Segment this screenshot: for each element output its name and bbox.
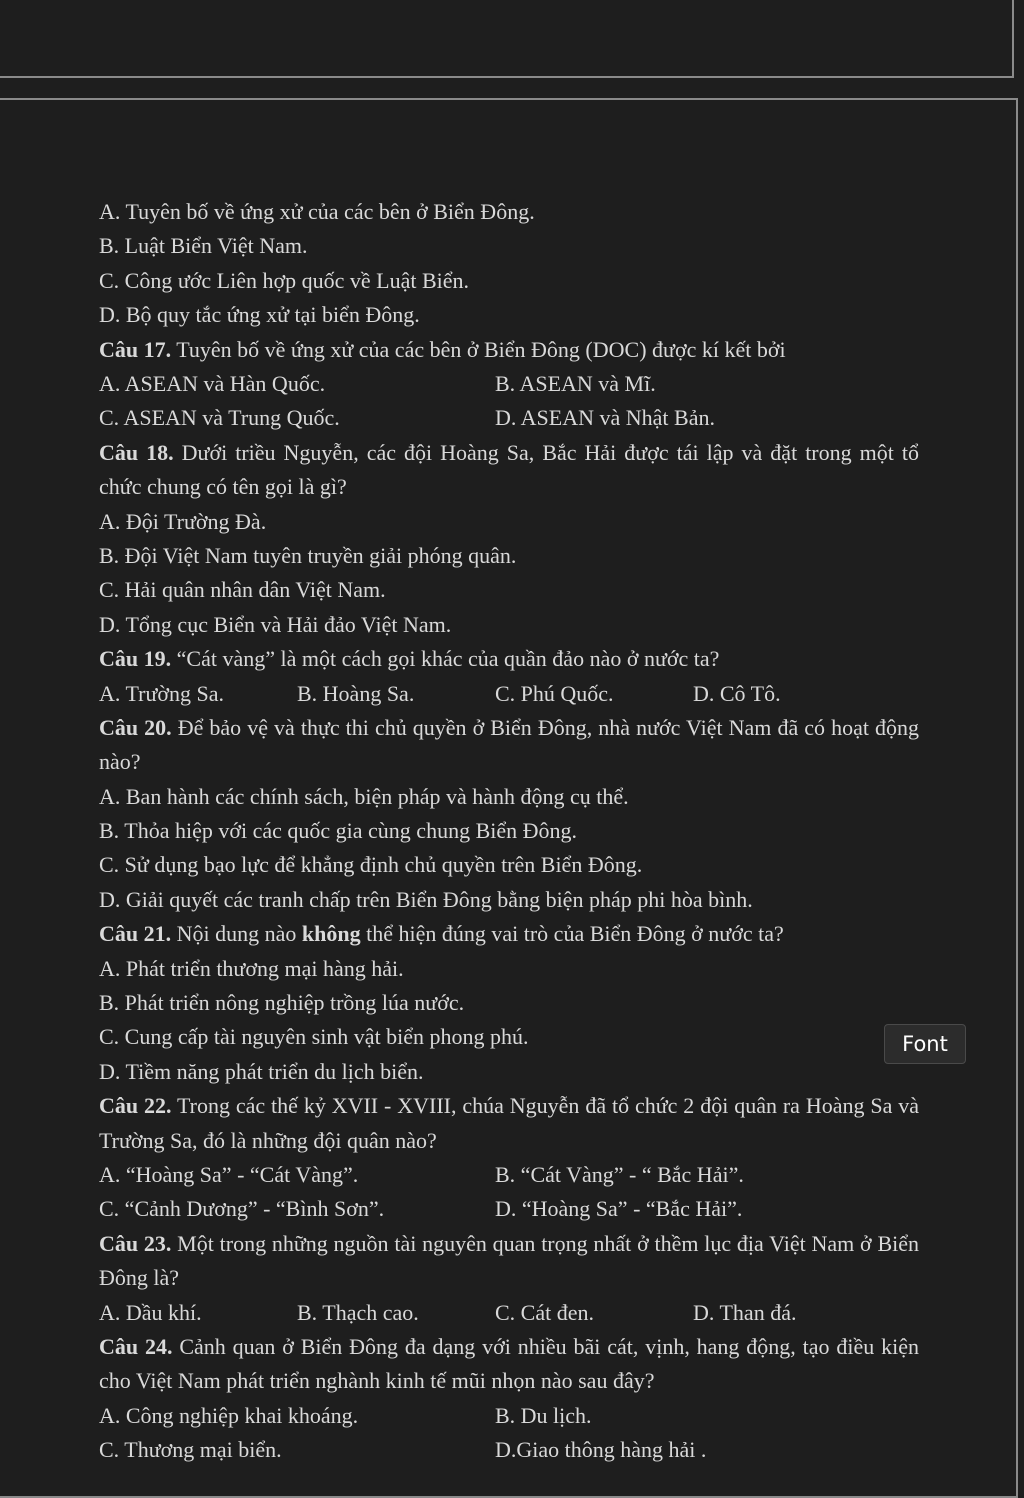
option-b: B. ASEAN và Mĩ. [495,370,656,396]
option-d: D. ASEAN và Nhật Bản. [495,405,715,431]
option-d: D. Than đá. [693,1299,797,1325]
option-c: C. Cung cấp tài nguyên sinh vật biển phong phú. [99,1024,529,1050]
document-content [99,195,919,1468]
question-number: Câu 17. [99,336,172,362]
question-text: “Cát vàng” là một cách gọi khác của quần đảo nào ở nước ta? [171,646,720,672]
question-number: Câu 19. [99,646,172,672]
question-17 [99,333,919,367]
option-c: C. Công ước Liên hợp quốc về Luật Biển. [99,267,470,293]
top-panel-frame [0,0,1014,78]
options-row [99,1433,919,1467]
option-d: D. Giải quyết các tranh chấp trên Biển Đông bằng biện pháp phi hòa bình. [99,886,753,912]
question-text: Một trong những nguồn tài nguyên quan trọng nhất ở thềm lục địa Việt Nam ở Biển Đông là? [99,1230,919,1291]
option-a: A. Đội Trường Đà. [99,508,267,534]
question-23 [99,1227,919,1296]
option-a: A. Tuyên bố về ứng xử của các bên ở Biển Đông. [99,199,535,224]
question-22 [99,1089,919,1158]
options-row [99,401,919,435]
option-d: D. Tổng cục Biển và Hải đảo Việt Nam. [99,611,452,637]
option-a: A. Ban hành các chính sách, biện pháp và hành động cụ thể. [99,783,629,809]
question-24 [99,1330,919,1399]
option-b: B. “Cát Vàng” - “ Bắc Hải”. [495,1162,744,1188]
question-number: Câu 22. [99,1093,172,1119]
option-d: D.Giao thông hàng hải . [495,1437,707,1463]
question-text: Để bảo vệ và thực thi chủ quyền ở Biển Đông, nhà nước Việt Nam đã có hoạt động nào? [99,714,919,775]
question-number: Câu 18. [99,439,174,465]
option-a: A. Dầu khí. [99,1299,202,1325]
options-row [99,1192,919,1226]
options-row [99,1158,919,1192]
question-text: Tuyên bố về ứng xử của các bên ở Biển Đông (DOC) được kí kết bởi [171,336,786,362]
option-d: D. Bộ quy tắc ứng xử tại biển Đông. [99,302,420,328]
options-row [99,677,919,711]
option-a: A. “Hoàng Sa” - “Cát Vàng”. [99,1162,359,1188]
question-number: Câu 20. [99,714,172,740]
option-b: B. Hoàng Sa. [297,680,415,706]
emphasis-not: không [301,921,361,947]
question-21 [99,917,919,951]
option-a: A. Trường Sa. [99,680,225,706]
question-18 [99,436,919,505]
font-button[interactable]: Font [884,1024,966,1064]
option-b: B. Đội Việt Nam tuyên truyền giải phóng quân. [99,542,517,568]
option-a: A. Phát triển thương mại hàng hải. [99,955,404,981]
option-b: B. Du lịch. [495,1402,592,1428]
option-b: B. Phát triển nông nghiệp trồng lúa nước. [99,990,465,1016]
question-text: Dưới triều Nguyễn, các đội Hoàng Sa, Bắc Hải được tái lập và đặt trong một tổ chức chung có tên gọi là gì? [99,439,919,500]
option-d: D. Tiềm năng phát triển du lịch biển. [99,1058,424,1084]
option-c: C. Phú Quốc. [495,680,614,706]
option-a: A. Công nghiệp khai khoáng. [99,1402,359,1428]
option-c: C. Sử dụng bạo lực để khẳng định chủ quyền trên Biển Đông. [99,852,643,878]
option-c: C. “Cảnh Dương” - “Bình Sơn”. [99,1196,385,1222]
options-row [99,1296,919,1330]
option-c: C. ASEAN và Trung Quốc. [99,405,340,431]
option-a: A. ASEAN và Hàn Quốc. [99,370,326,396]
question-text-after: thể hiện đúng vai trò của Biển Đông ở nước ta? [360,921,784,947]
option-d: D. “Hoàng Sa” - “Bắc Hải”. [495,1196,743,1222]
option-b: B. Thạch cao. [297,1299,419,1325]
option-c: C. Thương mại biển. [99,1437,282,1463]
question-text: Trong các thế kỷ XVII - XVIII, chúa Nguyễn đã tổ chức 2 đội quân ra Hoàng Sa và Trường Sa, đó là những đội quân nào? [99,1093,920,1153]
option-b: B. Luật Biển Việt Nam. [99,233,308,259]
options-row [99,367,919,401]
question-text-before: Nội dung nào [171,921,302,947]
question-20 [99,711,919,780]
option-b: B. Thỏa hiệp với các quốc gia cùng chung Biển Đông. [99,818,578,844]
option-d: D. Cô Tô. [693,680,781,706]
option-c: C. Hải quân nhân dân Việt Nam. [99,577,386,603]
question-number: Câu 21. [99,921,172,947]
options-row [99,1399,919,1433]
question-number: Câu 24. [99,1334,173,1360]
question-19 [99,642,919,676]
option-c: C. Cát đen. [495,1299,594,1325]
question-number: Câu 23. [99,1230,172,1256]
question-text: Cảnh quan ở Biển Đông đa dạng với nhiều bãi cát, vịnh, hang động, tạo điều kiện cho Việt Nam phát triển nghành kinh tế mũi nhọn nào sau đây? [99,1334,919,1394]
